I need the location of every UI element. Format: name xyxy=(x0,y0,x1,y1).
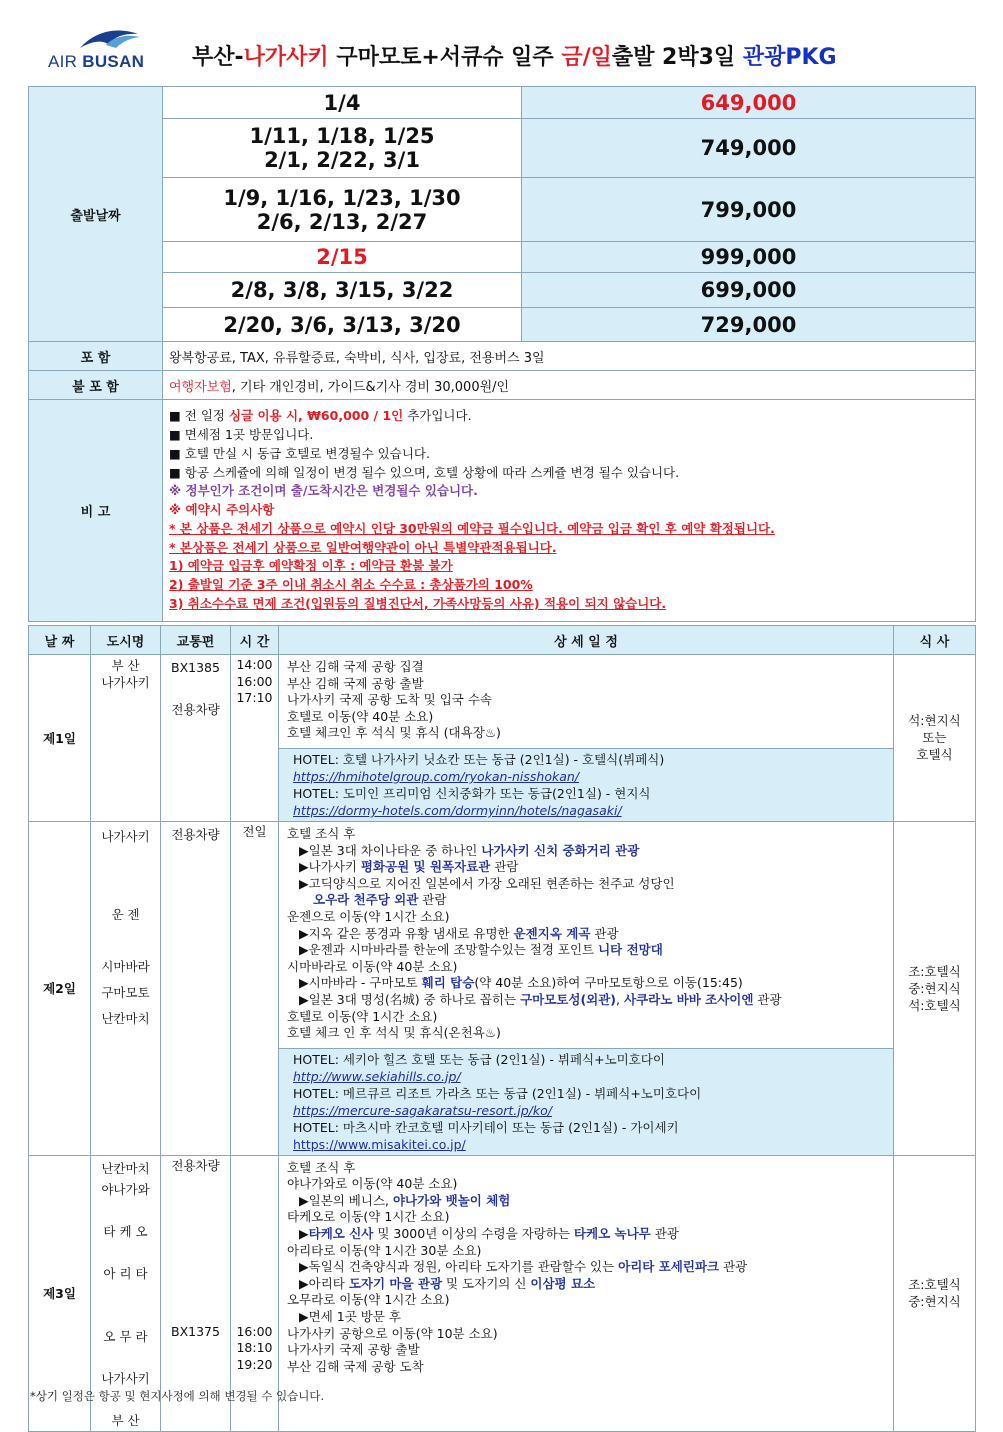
date-line: 2/20, 3/6, 3/13, 3/20 xyxy=(223,312,461,337)
note-line xyxy=(169,595,969,614)
detail-line xyxy=(287,1226,885,1243)
detail-line xyxy=(287,1326,885,1343)
transport-name xyxy=(161,1290,230,1307)
meal-cell xyxy=(894,821,976,1155)
detail-line xyxy=(287,942,885,959)
title-part: 구마모토+서큐슈 일주 xyxy=(328,45,562,70)
schedule-header-cell: 상 세 일 정 xyxy=(279,626,894,655)
meal-item: 석:호텔식 xyxy=(908,997,961,1013)
departure-dates xyxy=(163,119,522,178)
city-name xyxy=(91,850,160,876)
detail-segment: 나가사키 국제 공항 도착 및 입국 수속 xyxy=(287,692,492,708)
schedule-header-cell: 식 사 xyxy=(894,626,976,655)
note-line xyxy=(169,445,969,464)
note-line xyxy=(169,501,969,520)
detail-segment: 평화공원 및 원폭자료관 xyxy=(360,859,491,875)
time-cell xyxy=(231,655,279,822)
schedule-header-cell: 교통편 xyxy=(161,626,231,655)
city-name: 운 젠 xyxy=(111,906,140,922)
detail-segment: ▶일본 3대 차이나타운 중 하나인 xyxy=(299,842,482,858)
hotel-name: HOTEL: 마츠시마 칸코호텔 미사키테이 또는 동급 (2인1실) - 가이세키 xyxy=(293,1119,679,1135)
transport-name xyxy=(161,1307,230,1324)
note-segment: * 본상품은 전세기 상품으로 일반여행약관이 아닌 특별약관적용됩니다. xyxy=(169,539,557,555)
include-label: 포 함 xyxy=(29,342,163,371)
detail-line xyxy=(287,1025,885,1042)
detail-segment: ▶일본의 베니스, xyxy=(299,1192,393,1208)
price-row xyxy=(29,273,976,308)
notes-label: 비 고 xyxy=(29,400,163,622)
title-part: 관광PKG xyxy=(742,45,837,70)
schedule-day-row xyxy=(29,655,976,822)
note-segment: 3) 취소수수료 면제 조건(입원등의 질병진단서, 가족사망등의 사유) 적용이 되지 않습니다. xyxy=(169,596,667,612)
detail-segment: 사쿠라노 바바 조사이엔 xyxy=(623,991,754,1007)
title-part: 출발 2박3일 xyxy=(611,45,743,70)
detail-segment: 도자기 마을 관광 xyxy=(348,1275,443,1291)
detail-segment: 관광 xyxy=(590,925,619,941)
time-value xyxy=(231,1191,278,1208)
city-name xyxy=(91,1284,160,1305)
departure-dates xyxy=(163,273,522,308)
city-name: 야나가와 xyxy=(101,1181,150,1197)
city-cell xyxy=(91,821,161,1155)
detail-segment: 관광 xyxy=(719,1259,748,1275)
city-name: 구마모토 xyxy=(101,984,150,1000)
detail-segment: 나가사키 국제 공항 출발 xyxy=(287,1342,420,1358)
meal-cell xyxy=(894,1155,976,1431)
detail-segment: 나가사키 신치 중화거리 관광 xyxy=(481,842,640,858)
schedule-day-row xyxy=(29,821,976,1155)
page-title xyxy=(192,40,837,71)
time-value: 17:10 xyxy=(236,690,273,706)
detail-segment: 관람 xyxy=(418,892,447,908)
detail-line xyxy=(287,992,885,1009)
schedule-header-cell: 도시명 xyxy=(91,626,161,655)
detail-segment: ▶지옥 같은 풍경과 유황 냄새로 유명한 xyxy=(299,925,514,941)
meal-item: 또는 xyxy=(922,730,947,746)
schedule-header-cell: 시 간 xyxy=(231,626,279,655)
price-value: 649,000 xyxy=(522,87,976,119)
detail-line xyxy=(287,1276,885,1293)
departure-dates xyxy=(163,242,522,273)
notes-text xyxy=(163,400,976,622)
hotel-name: HOTEL: 세키아 힐즈 호텔 또는 동급 (2인1실) - 뷔페식+노미호다이 xyxy=(293,1051,665,1067)
day-label: 제3일 xyxy=(29,1155,91,1431)
meal-cell xyxy=(894,655,976,822)
detail-line xyxy=(287,892,885,909)
detail-line xyxy=(287,1009,885,1026)
schedule-header-cell: 날 짜 xyxy=(29,626,91,655)
note-line xyxy=(169,557,969,576)
detail-line xyxy=(287,826,885,843)
city-name: 난칸마치 xyxy=(101,1160,150,1176)
departure-dates xyxy=(163,178,522,242)
note-line xyxy=(169,482,969,501)
note-segment: * 본 상품은 전세기 상품으로 예약시 인당 30만원의 예약금 필수입니다. 예약금 입금 확인 후 예약 확정됩니다. xyxy=(169,520,775,536)
day-label: 제1일 xyxy=(29,655,91,822)
detail-segment: 호텔 조식 후 xyxy=(287,825,356,841)
header xyxy=(0,0,1003,86)
note-segment: ■ 면세점 1곳 방문입니다. xyxy=(169,426,314,442)
detail-line xyxy=(287,859,885,876)
note-line xyxy=(169,426,969,445)
note-segment: 추가입니다. xyxy=(403,408,472,424)
date-line: 1/9, 1/16, 1/23, 1/30 xyxy=(223,185,461,210)
time-cell xyxy=(231,821,279,1155)
transport-name: 전용차량 xyxy=(171,702,220,717)
detail-segment: 구마모토성(외관) xyxy=(520,991,617,1007)
city-name: 난칸마치 xyxy=(101,1010,150,1026)
note-segment: 싱글 이용 시, ₩60,000 / 1인 xyxy=(228,408,404,424)
detail-line xyxy=(287,1359,885,1376)
detail-segment: ▶아리타 xyxy=(299,1275,349,1291)
meal-item: 중:현지식 xyxy=(908,1294,961,1310)
city-name: 부 산 xyxy=(111,658,140,673)
detail-line xyxy=(287,1342,885,1359)
detail-segment: 관람 xyxy=(490,859,519,875)
detail-line xyxy=(287,959,885,976)
transport-name xyxy=(161,1191,230,1208)
detail-line xyxy=(287,1160,885,1177)
time-value xyxy=(231,1224,278,1241)
price-row xyxy=(29,178,976,242)
note-segment: 2) 출발일 기준 3주 이내 취소시 취소 수수료 : 총상품가의 100% xyxy=(169,577,533,593)
detail-line xyxy=(287,725,885,742)
city-name: 시마바라 xyxy=(101,958,150,974)
detail-segment: 및 도자기의 신 xyxy=(442,1275,531,1291)
air-busan-logo: AIR BUSAN xyxy=(42,24,152,76)
detail-segment: 나가사키 공항으로 이동(약 10분 소요) xyxy=(287,1325,498,1341)
city-cell xyxy=(91,655,161,822)
transport-name: BX1385 xyxy=(171,660,220,675)
detail-segment: 관광 xyxy=(650,1226,679,1242)
meal-item: 호텔식 xyxy=(916,747,953,763)
include-row xyxy=(29,342,976,371)
detail-line xyxy=(287,1209,885,1226)
footer-note: *상기 일정은 항공 및 현지사정에 의해 변경될 수 있습니다. xyxy=(30,1389,325,1403)
transport-name: 전용차량 xyxy=(171,826,220,842)
detail-segment: 아리타 포세린파크 xyxy=(618,1259,720,1275)
city-name: 나가사키 xyxy=(101,828,150,844)
time-value: 14:00 xyxy=(236,657,273,672)
time-value xyxy=(231,1241,278,1258)
title-part: 부산- xyxy=(192,45,244,70)
detail-segment: 운젠지옥 계곡 xyxy=(513,925,591,941)
schedule-header-row xyxy=(29,626,976,655)
detail-segment: 운젠으로 이동(약 1시간 소요) xyxy=(287,908,450,924)
city-name: 아 리 타 xyxy=(103,1265,148,1281)
city-name: 나가사키 xyxy=(101,1370,150,1386)
transport-name xyxy=(161,1274,230,1291)
price-row xyxy=(29,87,976,119)
transport-cell xyxy=(161,821,231,1155)
detail-line xyxy=(287,975,885,992)
detail-segment: 관광 xyxy=(753,991,782,1007)
detail-segment: 니타 전망대 xyxy=(598,942,663,958)
detail-line xyxy=(287,926,885,943)
detail-line xyxy=(287,1259,885,1276)
time-value: 전일 xyxy=(242,823,267,839)
transport-name xyxy=(161,1207,230,1224)
meal-item: 조:호텔식 xyxy=(908,1277,961,1293)
detail-segment: 타케오 신사 xyxy=(308,1226,374,1242)
date-line: 2/6, 2/13, 2/27 xyxy=(256,209,428,234)
detail-segment: 부산 김해 국제 공항 집결 xyxy=(287,659,424,674)
detail-segment: 훼리 탑승 xyxy=(421,975,475,991)
departure-date-label: 출발날짜 xyxy=(29,87,163,342)
city-name xyxy=(91,1242,160,1263)
price-value: 749,000 xyxy=(522,119,976,178)
transport-name xyxy=(161,1241,230,1258)
detail-line xyxy=(287,1292,885,1309)
detail-line xyxy=(287,909,885,926)
schedule-table xyxy=(28,625,976,1432)
detail-segment: 호텔 조식 후 xyxy=(287,1159,356,1175)
detail-line xyxy=(287,676,885,693)
hotel-link: https://hmihotelgroup.com/ryokan-nisshokan/ xyxy=(293,768,580,784)
detail-line xyxy=(287,659,885,676)
detail-line xyxy=(287,1243,885,1260)
note-line xyxy=(169,576,969,595)
hotel-name: HOTEL: 도미인 프리미엄 신치중화가 또는 동급(2인1실) - 현지식 xyxy=(293,785,651,801)
hotel-name: HOTEL: 메르큐르 리조트 가라츠 또는 동급 (2인1실) - 뷔페식+노미호다이 xyxy=(293,1085,702,1101)
time-value xyxy=(231,1158,278,1175)
exclude-row xyxy=(29,371,976,400)
price-value: 699,000 xyxy=(522,273,976,308)
detail-line xyxy=(287,1193,885,1210)
detail-segment: 야나가와로 이동(약 40분 소요) xyxy=(287,1176,458,1192)
detail-line xyxy=(287,1176,885,1193)
day-label: 제2일 xyxy=(29,821,91,1155)
meal-item: 조:호텔식 xyxy=(908,963,961,979)
time-value xyxy=(231,1257,278,1274)
detail-segment: 부산 김해 국제 공항 도착 xyxy=(287,1358,424,1374)
time-value xyxy=(231,1290,278,1307)
detail-line xyxy=(287,1309,885,1326)
detail-cell xyxy=(279,1155,894,1431)
price-table xyxy=(28,86,976,622)
include-text: 왕복항공료, TAX, 유류할증료, 숙박비, 식사, 입장료, 전용버스 3일 xyxy=(163,342,976,371)
price-row xyxy=(29,119,976,178)
price-row xyxy=(29,242,976,273)
time-value xyxy=(231,1174,278,1191)
note-segment: ※ 예약시 주의사항 xyxy=(169,502,275,518)
price-value: 799,000 xyxy=(522,178,976,242)
exclude-label: 불 포 함 xyxy=(29,371,163,400)
exclude-text: 여행자보험, 기타 개인경비, 가이드&기사 경비 30,000원/인 xyxy=(163,371,976,400)
detail-segment: 및 3000년 이상의 수령을 자랑하는 xyxy=(373,1226,574,1242)
detail-segment: 시마바라로 이동(약 40분 소요) xyxy=(287,958,458,974)
city-name xyxy=(91,876,160,902)
time-value xyxy=(231,1274,278,1291)
detail-segment: ▶고딕양식으로 지어진 일본에서 가장 오래된 현존하는 천주교 성당인 xyxy=(299,875,675,891)
detail-segment: 아리타로 이동(약 1시간 30분 소요) xyxy=(287,1242,482,1258)
detail-segment: ▶시마바라 - 구마모토 xyxy=(299,975,422,991)
transport-name: 전용차량 xyxy=(171,1157,220,1173)
date-line: 1/4 xyxy=(323,90,361,115)
detail-segment: ▶면세 1곳 방문 후 xyxy=(299,1309,401,1325)
hotel-box xyxy=(279,1048,893,1155)
city-name: 부 산 xyxy=(111,1412,140,1428)
note-line xyxy=(169,407,969,426)
date-line: 2/15 xyxy=(316,245,368,269)
time-value: 18:10 xyxy=(236,1340,273,1356)
note-segment: ■ 전 일정 xyxy=(169,408,229,424)
price-value: 999,000 xyxy=(522,242,976,273)
title-part: 금/일 xyxy=(561,45,612,70)
detail-line xyxy=(287,709,885,726)
detail-line xyxy=(287,692,885,709)
time-value xyxy=(231,1207,278,1224)
departure-dates xyxy=(163,308,522,342)
note-line xyxy=(169,520,969,539)
hotel-box xyxy=(279,748,893,821)
date-line: 2/1, 2/22, 3/1 xyxy=(264,148,420,172)
time-value: 16:00 xyxy=(236,1323,273,1339)
meal-item: 석:현지식 xyxy=(908,713,961,729)
note-segment: 1) 예약금 입금후 예약확정 이후 : 예약금 환불 불가 xyxy=(169,558,453,574)
time-value: 19:20 xyxy=(236,1356,273,1372)
detail-segment: , xyxy=(616,991,624,1007)
detail-cell xyxy=(279,655,894,822)
detail-segment: 호텔 체크 인 후 석식 및 휴식(온천욕♨) xyxy=(287,1025,501,1041)
detail-segment: 야나가와 뱃놀이 체험 xyxy=(392,1192,511,1208)
hotel-name: HOTEL: 호텔 나가사키 닛쇼칸 또는 동급 (2인1실) - 호텔식(뷔페식) xyxy=(293,751,665,767)
date-line: 1/11, 1/18, 1/25 xyxy=(249,124,435,148)
detail-segment: (약 40분 소요)하여 구마모토항으로 이동(15:45) xyxy=(474,975,743,991)
detail-segment: 호텔로 이동(약 1시간 소요) xyxy=(287,1008,438,1024)
title-part: 나가사키 xyxy=(243,45,329,70)
detail-line xyxy=(287,843,885,860)
note-segment: ■ 항공 스케쥴에 의해 일정이 변경 될수 있으며, 호텔 상황에 따라 스케쥴 변경 될수 있습니다. xyxy=(169,464,680,480)
detail-segment: 호텔로 이동(약 40분 소요) xyxy=(287,708,434,724)
detail-segment: ▶독일식 건축양식과 정원, 아리타 도자기를 관람할수 있는 xyxy=(299,1259,619,1275)
city-name xyxy=(91,1305,160,1326)
note-line xyxy=(169,539,969,558)
detail-segment: 오우라 천주당 외관 xyxy=(313,892,419,908)
city-name: 나가사키 xyxy=(101,675,150,690)
detail-segment: 타케오로 이동(약 1시간 소요) xyxy=(287,1209,450,1225)
detail-segment: 호텔 체크인 후 석식 및 휴식 (대욕장♨) xyxy=(287,725,501,741)
city-name: 타 케 오 xyxy=(103,1223,148,1239)
city-name xyxy=(91,1200,160,1221)
transport-name xyxy=(161,1224,230,1241)
detail-segment: 부산 김해 국제 공항 출발 xyxy=(287,675,424,691)
price-row xyxy=(29,308,976,342)
transport-name xyxy=(161,1257,230,1274)
note-segment: ※ 정부인가 조건이며 출/도착시간은 변경될수 있습니다. xyxy=(169,483,478,499)
city-name xyxy=(91,928,160,954)
detail-segment: 오무라로 이동(약 1시간 소요) xyxy=(287,1292,450,1308)
detail-line xyxy=(287,876,885,893)
detail-segment: ▶일본 3대 명성(名城) 중 하나로 꼽히는 xyxy=(299,991,521,1007)
detail-segment: 이삼평 묘소 xyxy=(530,1275,596,1291)
meal-item: 중:현지식 xyxy=(908,980,961,996)
city-name: 오 무 라 xyxy=(103,1328,148,1344)
city-name xyxy=(91,1347,160,1368)
detail-segment: ▶운젠과 시마바라를 한눈에 조망할수있는 절경 포인트 xyxy=(299,942,599,958)
hotel-link: https://dormy-hotels.com/dormyinn/hotels/nagasaki/ xyxy=(293,802,622,818)
departure-dates xyxy=(163,87,522,119)
transport-cell xyxy=(161,655,231,822)
note-line xyxy=(169,464,969,483)
hotel-link: https://www.misakitei.co.jp/ xyxy=(293,1136,466,1152)
detail-cell xyxy=(279,821,894,1155)
transport-name: BX1375 xyxy=(171,1323,220,1339)
notes-row xyxy=(29,400,976,622)
transport-name xyxy=(161,678,230,699)
detail-segment: ▶나가사키 xyxy=(299,859,361,875)
date-line: 2/8, 3/8, 3/15, 3/22 xyxy=(230,278,454,302)
time-value: 16:00 xyxy=(236,673,273,689)
detail-segment: 타케오 녹나무 xyxy=(573,1226,651,1242)
transport-name xyxy=(161,1174,230,1191)
time-value xyxy=(231,1307,278,1324)
price-value: 729,000 xyxy=(522,308,976,342)
hotel-link: http://www.sekiahills.co.jp/ xyxy=(293,1068,461,1084)
detail-segment: ▶ xyxy=(299,1226,309,1242)
hotel-link: https://mercure-sagakaratsu-resort.jp/ko/ xyxy=(293,1102,552,1118)
note-segment: ■ 호텔 만실 시 동급 호텔로 변경될수 있습니다. xyxy=(169,445,430,461)
